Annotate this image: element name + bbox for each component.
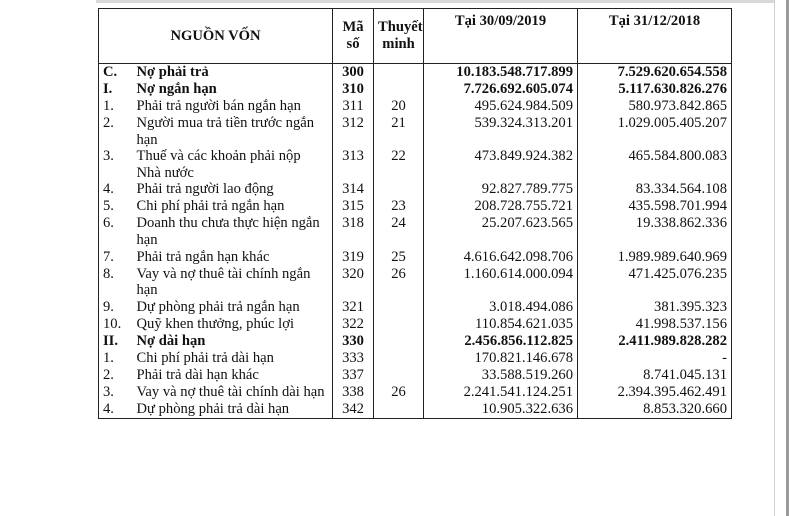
row-index: 2. [99,115,133,148]
row-name: Người mua trả tiền trước ngắn hạn [133,115,333,148]
table-row [99,401,732,419]
row-name: Phải trả người bán ngắn hạn [133,98,333,115]
row-value-2019: 473.849.924.382 [424,148,578,181]
row-value-2018: 5.117.630.826.276 [578,81,732,98]
row-name: Doanh thu chưa thực hiện ngắn hạn [133,215,333,248]
row-value-2019: 92.827.789.775 [424,181,578,198]
row-name: Thuế và các khoản phải nộp Nhà nước [133,148,333,181]
row-value-2019: 2.241.541.124.251 [424,384,578,401]
row-note: 26 [374,384,424,401]
row-index: 6. [99,215,133,248]
row-value-2019: 10.183.548.717.899 [424,64,578,82]
row-index: 7. [99,249,133,266]
row-code: 300 [333,64,374,82]
row-code: 314 [333,181,374,198]
row-index: C. [99,64,133,82]
row-value-2018: 435.598.701.994 [578,198,732,215]
row-code: 338 [333,384,374,401]
row-code: 311 [333,98,374,115]
table-body [99,64,732,419]
header-code-text: Mã số [342,19,364,52]
row-value-2018: - [578,350,732,367]
header-note-text: Thuyết minh [378,19,423,52]
row-value-2019: 33.588.519.260 [424,367,578,384]
table-row [99,98,732,115]
row-index: 1. [99,98,133,115]
row-name: Quỹ khen thưởng, phúc lợi [133,316,333,333]
row-code: 322 [333,316,374,333]
row-value-2019: 539.324.313.201 [424,115,578,148]
row-name: Dự phòng phải trả dài hạn [133,401,333,419]
row-note [374,181,424,198]
row-name: Nợ dài hạn [133,333,333,350]
row-name: Phải trả dài hạn khác [133,367,333,384]
row-index: 4. [99,181,133,198]
row-value-2019: 208.728.755.721 [424,198,578,215]
row-name: Phải trả ngắn hạn khác [133,249,333,266]
row-index: I. [99,81,133,98]
row-code: 330 [333,333,374,350]
row-value-2019: 110.854.621.035 [424,316,578,333]
row-note: 22 [374,148,424,181]
row-code: 337 [333,367,374,384]
table-row [99,350,732,367]
table-row [99,333,732,350]
row-value-2018: 1.029.005.405.207 [578,115,732,148]
row-value-2019: 495.624.984.509 [424,98,578,115]
header-source: NGUỒN VỐN [99,9,333,64]
row-value-2019: 4.616.642.098.706 [424,249,578,266]
row-name: Chi phí phải trả ngắn hạn [133,198,333,215]
row-note: 21 [374,115,424,148]
row-value-2018: 2.394.395.462.491 [578,384,732,401]
row-index: II. [99,333,133,350]
row-name: Phải trả người lao động [133,181,333,198]
row-value-2018: 580.973.842.865 [578,98,732,115]
row-note [374,333,424,350]
table-row [99,198,732,215]
row-code: 318 [333,215,374,248]
row-value-2019: 2.456.856.112.825 [424,333,578,350]
row-index: 5. [99,198,133,215]
row-index: 1. [99,350,133,367]
row-note: 23 [374,198,424,215]
row-code: 319 [333,249,374,266]
row-value-2018: 7.529.620.654.558 [578,64,732,82]
table-row [99,115,732,148]
table-row [99,215,732,248]
row-index: 4. [99,401,133,419]
table-row [99,384,732,401]
row-note: 20 [374,98,424,115]
table-row [99,81,732,98]
row-value-2018: 2.411.989.828.282 [578,333,732,350]
row-code: 342 [333,401,374,419]
row-index: 3. [99,148,133,181]
row-name: Dự phòng phải trả ngắn hạn [133,299,333,316]
row-code: 321 [333,299,374,316]
row-value-2018: 83.334.564.108 [578,181,732,198]
row-value-2018: 1.989.989.640.969 [578,249,732,266]
row-note: 24 [374,215,424,248]
row-note [374,81,424,98]
row-value-2018: 381.395.323 [578,299,732,316]
row-name: Vay và nợ thuê tài chính dài hạn [133,384,333,401]
row-note [374,299,424,316]
table-row [99,316,732,333]
table-row [99,299,732,316]
row-index: 10. [99,316,133,333]
header-note [374,9,424,64]
table-row [99,367,732,384]
row-index: 9. [99,299,133,316]
row-value-2018: 471.425.076.235 [578,266,732,299]
row-name: Nợ phải trả [133,64,333,82]
row-value-2019: 3.018.494.086 [424,299,578,316]
row-value-2019: 25.207.623.565 [424,215,578,248]
right-window-edge [774,0,789,516]
row-note: 26 [374,266,424,299]
row-code: 310 [333,81,374,98]
header-v2: Tại 31/12/2018 [578,9,732,64]
row-code: 312 [333,115,374,148]
row-note [374,367,424,384]
row-name: Vay và nợ thuê tài chính ngắn hạn [133,266,333,299]
row-code: 315 [333,198,374,215]
row-index: 3. [99,384,133,401]
table-row [99,148,732,181]
row-value-2019: 7.726.692.605.074 [424,81,578,98]
row-value-2018: 8.853.320.660 [578,401,732,419]
top-edge-strip [96,0,776,3]
row-name: Chi phí phải trả dài hạn [133,350,333,367]
row-note [374,401,424,419]
row-value-2019: 170.821.146.678 [424,350,578,367]
row-note: 25 [374,249,424,266]
row-value-2018: 465.584.800.083 [578,148,732,181]
row-index: 8. [99,266,133,299]
table-row [99,249,732,266]
table-row [99,64,732,82]
table-header [99,9,732,64]
liabilities-table [98,8,732,419]
header-v1: Tại 30/09/2019 [424,9,578,64]
row-value-2019: 1.160.614.000.094 [424,266,578,299]
row-note [374,64,424,82]
row-value-2019: 10.905.322.636 [424,401,578,419]
row-note [374,316,424,333]
row-index: 2. [99,367,133,384]
header-code [333,9,374,64]
table-row [99,181,732,198]
row-value-2018: 41.998.537.156 [578,316,732,333]
row-name: Nợ ngắn hạn [133,81,333,98]
row-value-2018: 8.741.045.131 [578,367,732,384]
table-row [99,266,732,299]
row-code: 313 [333,148,374,181]
row-note [374,350,424,367]
row-code: 333 [333,350,374,367]
row-code: 320 [333,266,374,299]
row-value-2018: 19.338.862.336 [578,215,732,248]
